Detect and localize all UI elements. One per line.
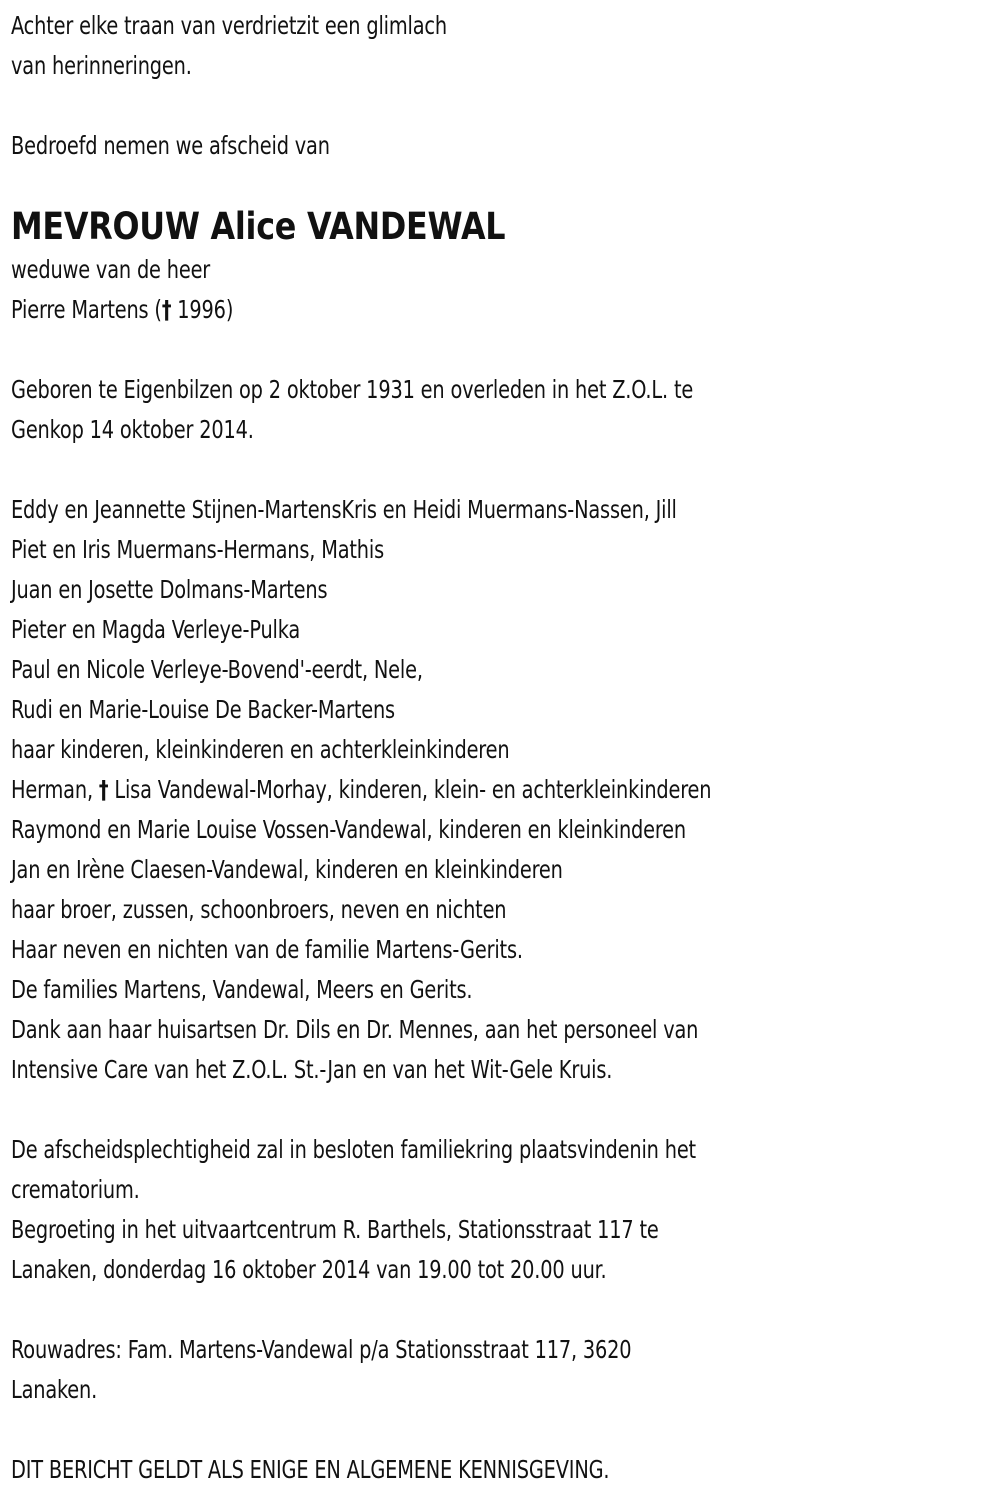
- motto-line-2: [11, 46, 1000, 86]
- family-text: Raymond en Marie Louise Vossen-Vandewal, kinderen en kleinkinderen: [11, 815, 687, 844]
- family-text: Piet en Iris Muermans-Hermans, Mathis: [11, 535, 385, 564]
- address-line-1: [11, 1330, 1000, 1370]
- family-text: haar kinderen, kleinkinderen en achterkleinkinderen: [11, 735, 510, 764]
- family-cross-prefix: Herman,: [11, 775, 99, 804]
- spacer: [11, 1410, 1000, 1450]
- family-line: [11, 930, 1000, 970]
- thanks-line: [11, 1010, 1000, 1050]
- spacer: [11, 330, 1000, 370]
- ceremony-line-4: [11, 1250, 1000, 1290]
- spacer: [11, 166, 1000, 200]
- intro-text: Bedroefd nemen we afscheid van: [11, 131, 330, 160]
- family-text: Juan en Josette Dolmans-Martens: [11, 575, 328, 604]
- ceremony-text-2: crematorium.: [11, 1175, 140, 1204]
- birth-death-line-1: [11, 370, 1000, 410]
- notice-text: DIT BERICHT GELDT ALS ENIGE EN ALGEMENE KENNISGEVING.: [11, 1455, 610, 1484]
- ceremony-text-3: Begroeting in het uitvaartcentrum R. Barthels, Stationsstraat 117 te: [11, 1215, 659, 1244]
- ceremony-text-1: De afscheidsplechtigheid zal in besloten familiekring plaatsvindenin het: [11, 1135, 696, 1164]
- family-line: [11, 570, 1000, 610]
- family-cross-suffix: Lisa Vandewal-Morhay, kinderen, klein- en achterkleinkinderen: [108, 775, 712, 804]
- family-line: [11, 530, 1000, 570]
- notice-line: [11, 1450, 1000, 1490]
- address-line-2: [11, 1370, 1000, 1410]
- address-text-1: Rouwadres: Fam. Martens-Vandewal p/a Stationsstraat 117, 3620: [11, 1335, 632, 1364]
- motto-text-2: van herinneringen.: [11, 51, 192, 80]
- thanks-text: Intensive Care van het Z.O.L. St.-Jan en van het Wit-Gele Kruis.: [11, 1055, 613, 1084]
- family-text: Pieter en Magda Verleye-Pulka: [11, 615, 301, 644]
- birth-death-text-2: Genkop 14 oktober 2014.: [11, 415, 254, 444]
- motto-text-1: Achter elke traan van verdrietzit een glimlach: [11, 11, 447, 40]
- family-text: Jan en Irène Claesen-Vandewal, kinderen en kleinkinderen: [11, 855, 563, 884]
- ceremony-line-1: [11, 1130, 1000, 1170]
- family-text: Paul en Nicole Verleye-Bovend'-eerdt, Nele,: [11, 655, 423, 684]
- address-text-2: Lanaken.: [11, 1375, 98, 1404]
- family-text: Rudi en Marie-Louise De Backer-Martens: [11, 695, 395, 724]
- spacer: [11, 1090, 1000, 1130]
- family-line: [11, 650, 1000, 690]
- birth-death-line-2: [11, 410, 1000, 450]
- spacer: [11, 1290, 1000, 1330]
- family-text: Haar neven en nichten van de familie Martens-Gerits.: [11, 935, 523, 964]
- family-line: [11, 850, 1000, 890]
- family-text: De families Martens, Vandewal, Meers en Gerits.: [11, 975, 473, 1004]
- ceremony-line-2: [11, 1170, 1000, 1210]
- family-text: haar broer, zussen, schoonbroers, neven en nichten: [11, 895, 507, 924]
- motto-line-1: [11, 6, 1000, 46]
- birth-death-text-1: Geboren te Eigenbilzen op 2 oktober 1931 en overleden in het Z.O.L. te: [11, 375, 694, 404]
- family-line: [11, 490, 1000, 530]
- ceremony-text-4: Lanaken, donderdag 16 oktober 2014 van 19.00 tot 20.00 uur.: [11, 1255, 607, 1284]
- intro-line: [11, 126, 1000, 166]
- family-line: [11, 690, 1000, 730]
- spacer: [11, 450, 1000, 490]
- thanks-line: [11, 1050, 1000, 1090]
- family-cross-line: [11, 770, 1000, 810]
- family-line: [11, 810, 1000, 850]
- ceremony-line-3: [11, 1210, 1000, 1250]
- family-line: [11, 890, 1000, 930]
- deceased-name-text: MEVROUW Alice VANDEWAL: [11, 205, 506, 248]
- spacer: [11, 86, 1000, 126]
- relation-text: weduwe van de heer: [11, 255, 211, 284]
- family-line: [11, 610, 1000, 650]
- spouse-suffix: 1996): [171, 295, 234, 324]
- cross-icon: †: [161, 295, 172, 324]
- family-line: [11, 730, 1000, 770]
- spouse-prefix: Pierre Martens (: [11, 295, 162, 324]
- spouse-line: [11, 290, 1000, 330]
- family-text: Eddy en Jeannette Stijnen-MartensKris en Heidi Muermans-Nassen, Jill: [11, 495, 677, 524]
- family-line: [11, 970, 1000, 1010]
- cross-icon: †: [98, 775, 109, 804]
- deceased-name: [11, 204, 1000, 250]
- thanks-text: Dank aan haar huisartsen Dr. Dils en Dr. Mennes, aan het personeel van: [11, 1015, 699, 1044]
- deceased-relation: [11, 250, 1000, 290]
